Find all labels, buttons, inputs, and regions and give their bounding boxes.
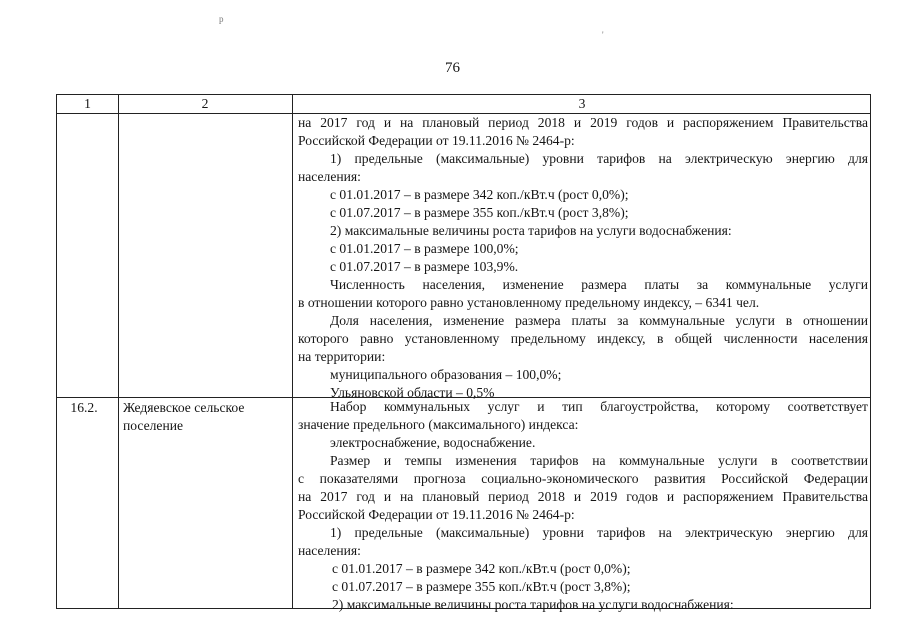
text-line: Российской Федерации от 19.11.2016 № 2464-р:: [298, 507, 575, 522]
text-line: с 01.07.2017 – в размере 103,9%.: [330, 259, 519, 274]
text-line: Ульяновской области – 0,5%: [330, 385, 495, 400]
settlement-name-line: Жедяевское сельское: [123, 400, 245, 415]
row-16-2-text: [298, 398, 868, 614]
column-divider: [292, 95, 293, 608]
header-cell-1: 1: [84, 96, 91, 111]
text-line: на 2017 год и на плановый период 2018 и 2019 годов и распоряжением Правительства: [298, 489, 868, 504]
header-cell-3: 3: [578, 96, 586, 111]
data-table: [56, 94, 871, 612]
text-line: Набор коммунальных услуг и тип благоустройства, которому соответствует: [330, 399, 868, 414]
text-line: значение предельного (максимального) индекса:: [298, 417, 579, 432]
text-line: с 01.01.2017 – в размере 342 коп./кВт.ч (рост 0,0%);: [330, 187, 629, 202]
page-number: 76: [445, 60, 460, 76]
text-line: населения:: [298, 543, 361, 558]
text-line: на территории:: [298, 349, 386, 364]
settlement-name: [123, 399, 283, 435]
table-header-row: [57, 95, 870, 114]
column-divider: [118, 95, 119, 608]
scan-mark: ': [602, 30, 604, 40]
text-line: Численность населения, изменение размера платы за коммунальные услуги: [330, 277, 868, 292]
text-line: муниципального образования – 100,0%;: [330, 367, 562, 382]
prev-row-text: [298, 114, 868, 402]
scan-mark: p: [219, 14, 224, 24]
text-line: 2) максимальные величины роста тарифов на услуги водоснабжения:: [330, 223, 732, 238]
text-line: 1) предельные (максимальные) уровни тарифов на электрическую энергию для: [330, 525, 868, 540]
text-line: с 01.01.2017 – в размере 342 коп./кВт.ч (рост 0,0%);: [332, 561, 631, 576]
text-line: Доля населения, изменение размера платы за коммунальные услуги в отношении: [330, 313, 868, 328]
text-line: электроснабжение, водоснабжение.: [330, 435, 536, 450]
text-line: населения:: [298, 169, 361, 184]
text-line: в отношении которого равно установленному предельному индексу, – 6341 чел.: [298, 295, 760, 310]
row-number: 16.2.: [70, 400, 98, 415]
header-cell-2: 2: [201, 96, 209, 111]
settlement-name-line: поселение: [123, 418, 184, 433]
text-line: Российской Федерации от 19.11.2016 № 2464-р:: [298, 133, 575, 148]
text-line: с 01.07.2017 – в размере 355 коп./кВт.ч (рост 3,8%);: [332, 579, 631, 594]
text-line: Размер и темпы изменения тарифов на коммунальные услуги в соответствии: [330, 453, 868, 468]
text-line: с 01.07.2017 – в размере 355 коп./кВт.ч (рост 3,8%);: [330, 205, 629, 220]
text-line: которого равно установленному предельному индексу, в общей численности населения: [298, 331, 868, 346]
text-line: 1) предельные (максимальные) уровни тарифов на электрическую энергию для: [330, 151, 868, 166]
text-line: 2) максимальные величины роста тарифов на услуги водоснабжения:: [332, 597, 734, 612]
text-line: с показателями прогноза социально-экономического развития Российской Федерации: [298, 471, 868, 486]
text-line: с 01.01.2017 – в размере 100,0%;: [330, 241, 519, 256]
text-line: на 2017 год и на плановый период 2018 и 2019 годов и распоряжением Правительства: [298, 115, 868, 130]
